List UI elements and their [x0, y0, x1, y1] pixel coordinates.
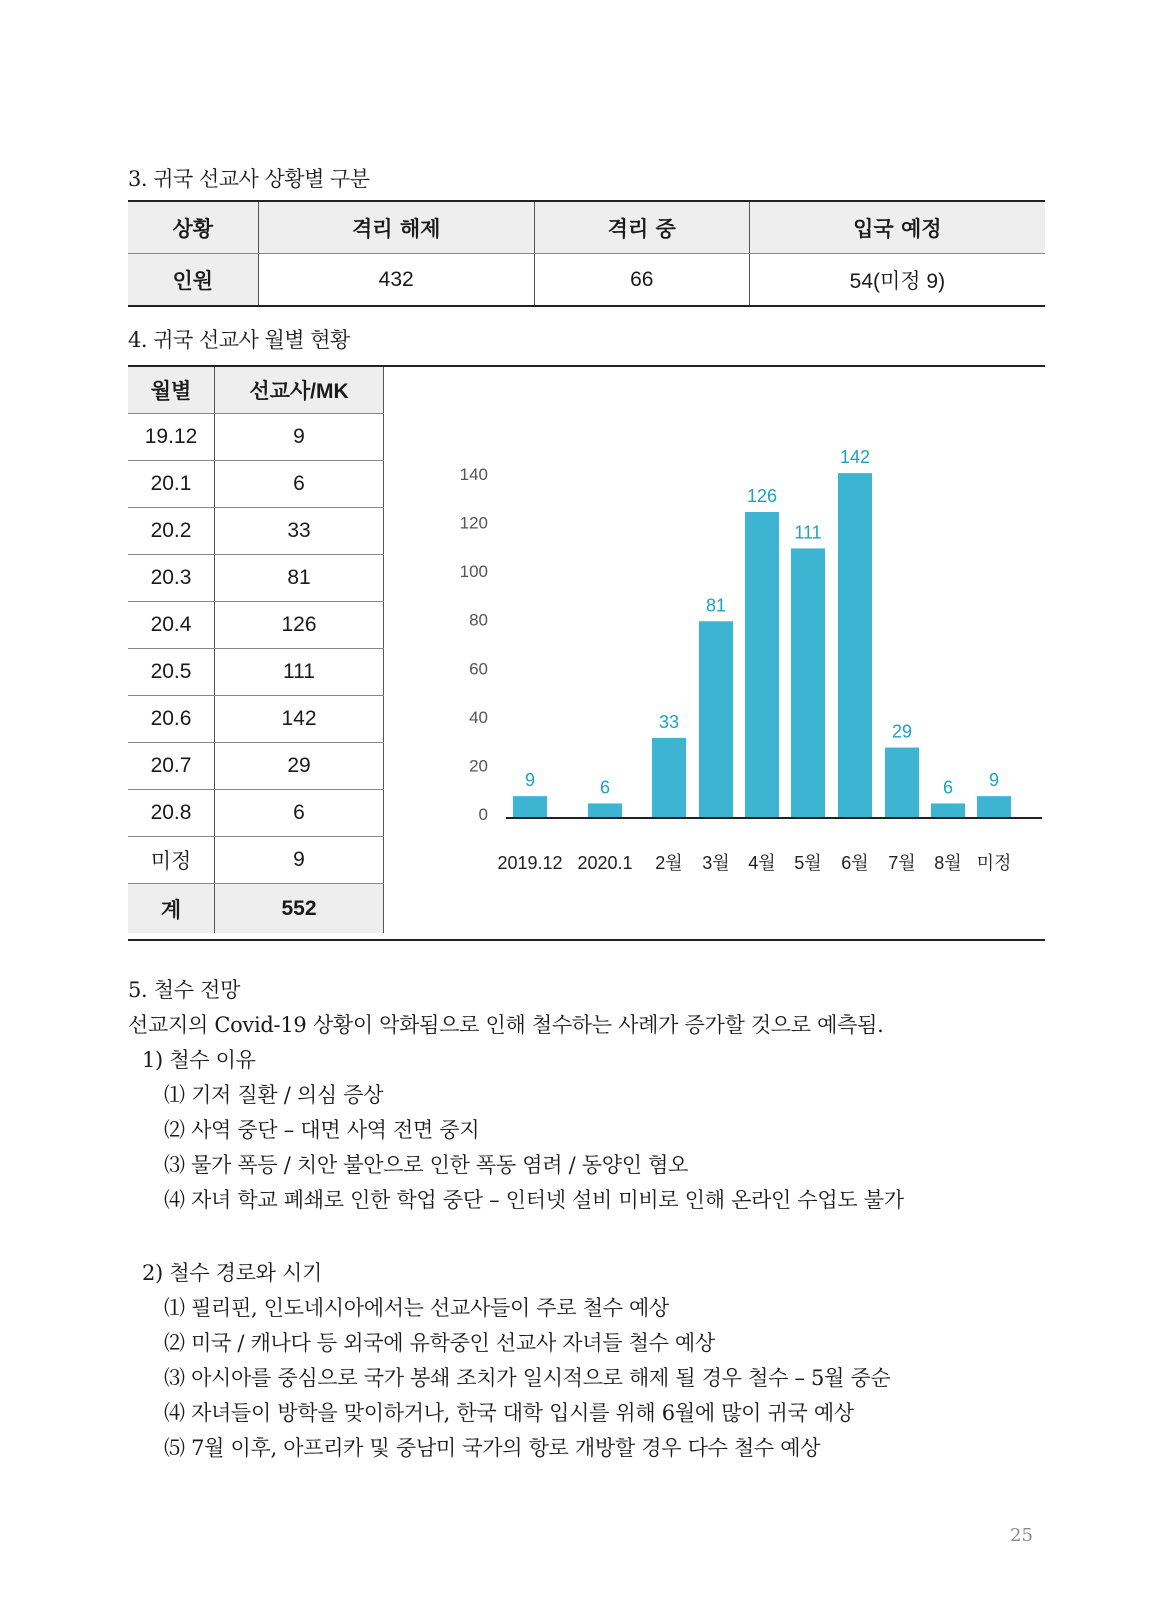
sub-heading-reasons: 1) 철수 이유 [142, 1048, 256, 1072]
x-tick-label: 2020.1 [577, 853, 633, 873]
bar [745, 512, 779, 818]
x-tick-label: 3월 [702, 853, 730, 873]
bar [885, 748, 919, 818]
status-table-row [128, 254, 1045, 307]
monthly-section [128, 365, 1045, 941]
count-cell: 126 [215, 602, 384, 649]
header-cell: 격리 해제 [258, 201, 534, 254]
header-cell: 선교사/MK [215, 367, 384, 414]
x-tick-label: 4월 [748, 853, 776, 873]
outlook-intro: 선교지의 Covid-19 상황이 악화됨으로 인해 철수하는 사례가 증가할 것으로 예측됨. [128, 1013, 884, 1037]
count-cell: 6 [215, 461, 384, 508]
y-tick-label: 100 [459, 562, 488, 582]
month-cell: 20.4 [128, 602, 215, 649]
month-cell: 20.6 [128, 696, 215, 743]
status-table [128, 200, 1045, 307]
month-cell: 20.8 [128, 790, 215, 837]
y-tick-label: 60 [469, 659, 488, 679]
bar [838, 473, 872, 818]
section-5-title: 5. 철수 전망 [128, 978, 241, 1002]
x-tick-label: 7월 [888, 853, 916, 873]
header-cell: 상황 [128, 201, 258, 254]
table-cell: 432 [258, 254, 534, 307]
y-tick-label: 40 [469, 707, 488, 727]
data-label: 81 [705, 595, 727, 616]
y-tick-label: 0 [478, 805, 488, 824]
count-cell: 81 [215, 555, 384, 602]
section-3-title: 3. 귀국 선교사 상황별 구분 [128, 167, 370, 191]
x-tick-label: 2019.12 [497, 853, 563, 873]
x-tick-label: 6월 [841, 853, 869, 873]
x-tick-label: 2월 [655, 853, 683, 873]
y-tick-label: 140 [459, 465, 488, 484]
table-cell: 66 [534, 254, 749, 307]
bar [699, 621, 733, 818]
x-tick-label: 8월 [934, 853, 962, 873]
data-label: 9 [988, 770, 1000, 791]
list-item: ⑵ 사역 중단 – 대면 사역 전면 중지 [164, 1118, 480, 1142]
count-cell: 9 [215, 837, 384, 884]
total-value-cell: 552 [215, 884, 384, 934]
count-cell: 9 [215, 414, 384, 461]
bar [513, 796, 547, 818]
monthly-bar-chart [384, 367, 1045, 939]
y-tick-label: 120 [459, 513, 488, 533]
y-tick-label: 80 [469, 610, 488, 630]
total-row [128, 884, 384, 934]
month-cell: 20.2 [128, 508, 215, 555]
data-label: 111 [794, 522, 822, 543]
count-cell: 33 [215, 508, 384, 555]
count-cell: 6 [215, 790, 384, 837]
row-header-cell: 인원 [128, 254, 258, 307]
data-label: 6 [942, 777, 954, 798]
table-row [128, 837, 384, 884]
total-label-cell: 계 [128, 884, 215, 934]
sub-heading-route: 2) 철수 경로와 시기 [142, 1261, 322, 1285]
table-row [128, 461, 384, 508]
outlook-section [128, 973, 1048, 1466]
x-tick-label: 미정 [976, 853, 1012, 873]
table-row [128, 743, 384, 790]
header-cell: 격리 중 [534, 201, 749, 254]
list-item: ⑸ 7월 이후, 아프리카 및 중남미 국가의 항로 개방할 경우 다수 철수 예상 [164, 1436, 821, 1460]
list-item: ⑷ 자녀 학교 폐쇄로 인한 학업 중단 – 인터넷 설비 미비로 인해 온라인 수업도 불가 [164, 1188, 904, 1212]
data-label: 33 [658, 711, 680, 732]
bar [652, 738, 686, 818]
bar [791, 548, 825, 818]
month-cell: 미정 [128, 837, 215, 884]
table-row [128, 602, 384, 649]
month-cell: 20.1 [128, 461, 215, 508]
monthly-table [128, 367, 384, 933]
list-item: ⑷ 자녀들이 방학을 맞이하거나, 한국 대학 입시를 위해 6월에 많이 귀국 예상 [164, 1401, 854, 1425]
data-label: 142 [839, 447, 871, 468]
data-label: 9 [524, 770, 536, 791]
monthly-table-header-row [128, 367, 384, 414]
month-cell: 20.5 [128, 649, 215, 696]
y-tick-label: 20 [469, 756, 488, 776]
data-label: 6 [599, 777, 611, 798]
list-item: ⑴ 기저 질환 / 의심 증상 [164, 1083, 384, 1107]
month-cell: 20.3 [128, 555, 215, 602]
count-cell: 142 [215, 696, 384, 743]
list-item: ⑴ 필리핀, 인도네시아에서는 선교사들이 주로 철수 예상 [164, 1296, 670, 1320]
section-4-title: 4. 귀국 선교사 월별 현황 [128, 328, 350, 352]
table-cell: 54(미정 9) [749, 254, 1045, 307]
page-number: 25 [1010, 1525, 1033, 1546]
list-item: ⑶ 아시아를 중심으로 국가 봉쇄 조치가 일시적으로 해제 될 경우 철수 – 5월 중순 [164, 1366, 891, 1390]
count-cell: 29 [215, 743, 384, 790]
data-label: 29 [891, 721, 913, 742]
month-cell: 20.7 [128, 743, 215, 790]
list-item: ⑵ 미국 / 캐나다 등 외국에 유학중인 선교사 자녀들 철수 예상 [164, 1331, 715, 1355]
status-table-header-row [128, 201, 1045, 254]
data-label: 126 [746, 486, 778, 506]
bar [931, 803, 965, 818]
table-row [128, 508, 384, 555]
month-cell: 19.12 [128, 414, 215, 461]
list-item: ⑶ 물가 폭등 / 치안 불안으로 인한 폭동 염려 / 동양인 혐오 [164, 1153, 689, 1177]
spacer [128, 1218, 1048, 1256]
bar [977, 796, 1011, 818]
x-tick-label: 5월 [794, 853, 822, 873]
table-row [128, 696, 384, 743]
table-row [128, 414, 384, 461]
header-cell: 월별 [128, 367, 215, 414]
table-row [128, 790, 384, 837]
header-cell: 입국 예정 [749, 201, 1045, 254]
count-cell: 111 [215, 649, 384, 696]
table-row [128, 649, 384, 696]
table-row [128, 555, 384, 602]
bar [588, 803, 622, 818]
